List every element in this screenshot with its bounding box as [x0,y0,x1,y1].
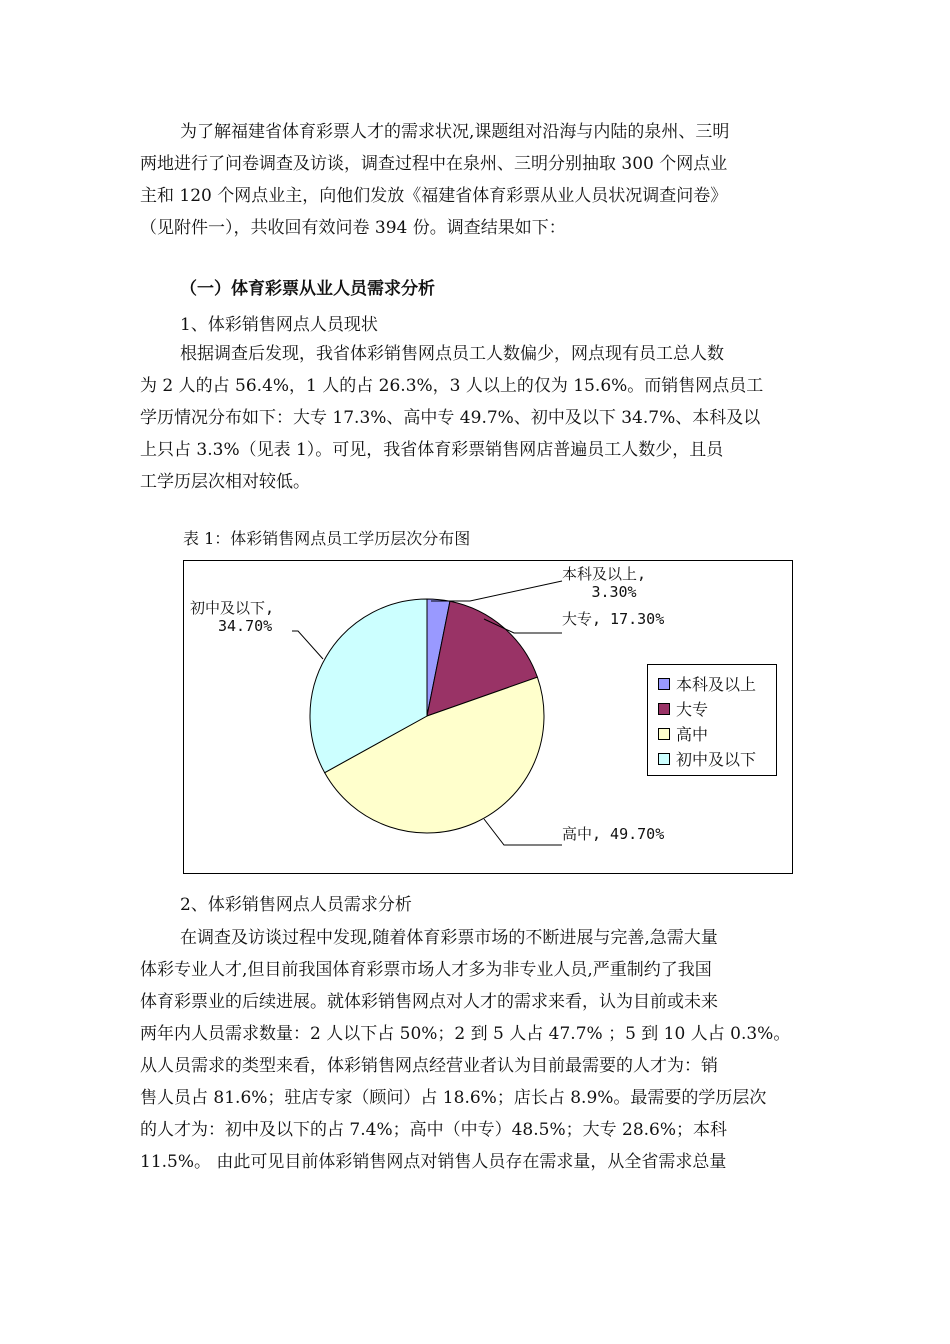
leader-line-highschool [484,819,562,845]
data-label-line: 3.30% [591,583,637,601]
leader-line-bachelor [431,581,562,601]
leader-line-junior [292,631,323,659]
section-heading: （一）体育彩票从业人员需求分析 [180,279,435,299]
intro-line: （见附件一），共收回有效问卷 394 份。调查结果如下： [140,218,566,238]
legend-item [658,696,770,721]
data-label-line: 大专, 17.30% [562,610,665,628]
status-line: 根据调查后发现，我省体彩销售网点员工人数偏少，网点现有员工总人数 [180,344,724,364]
legend-item [658,671,770,696]
demand-line: 的人才为：初中及以下的占 7.4%；高中（中专）48.5%；大专 28.6%；本科 [140,1120,728,1140]
legend-swatch [658,728,670,740]
legend-label: 高中 [676,725,709,744]
demand-line: 售人员占 81.6%；驻店专家（顾问）占 18.6%；店长占 8.9%。最需要的学历层次 [140,1088,767,1108]
intro-line: 两地进行了问卷调查及访谈，调查过程中在泉州、三明分别抽取 300 个网点业 [140,154,728,174]
status-paragraph [140,338,812,498]
table-caption: 表 1：体彩销售网点员工学历层次分布图 [183,529,471,548]
demand-paragraph [140,922,812,1178]
legend-label: 初中及以下 [676,750,757,769]
intro-paragraph [140,116,812,244]
status-line: 学历情况分布如下：大专 17.3%、高中专 49.7%、初中及以下 34.7%、本科及以 [140,408,761,428]
legend-swatch [658,678,670,690]
demand-line: 从人员需求的类型来看，体彩销售网点经营业者认为目前最需要的人才为：销 [140,1056,718,1076]
data-label-highschool [562,825,664,843]
intro-line: 为了解福建省体育彩票人才的需求状况,课题组对沿海与内陆的泉州、三明 [180,122,730,142]
demand-line: 11.5%。 由此可见目前体彩销售网点对销售人员存在需求量，从全省需求总量 [140,1152,727,1172]
data-label-line: 初中及以下, [190,599,275,617]
demand-line: 体彩专业人才,但目前我国体育彩票市场人才多为非专业人员,严重制约了我国 [140,960,712,980]
intro-line: 主和 120 个网点业主，向他们发放《福建省体育彩票从业人员状况调查问卷》 [140,186,728,206]
data-label-line: 34.70% [218,617,273,635]
subsection-title-2: 2、体彩销售网点人员需求分析 [180,895,412,915]
legend-item [658,721,770,746]
status-line: 为 2 人的占 56.4%，1 人的占 26.3%，3 人以上的仅为 15.6%。而销售网点员工 [140,376,764,396]
status-line: 工学历层次相对较低。 [140,472,310,492]
legend-label: 本科及以上 [676,675,757,694]
data-label-line: 本科及以上, [562,565,647,583]
demand-line: 在调查及访谈过程中发现,随着体育彩票市场的不断进展与完善,急需大量 [180,928,718,948]
chart-legend [647,664,777,776]
demand-line: 两年内人员需求数量：2 人以下占 50%；2 到 5 人占 47.7% ；5 到 10 人占 0.3%。 [140,1024,791,1044]
data-label-bachelor [562,565,646,601]
legend-swatch [658,703,670,715]
legend-swatch [658,753,670,765]
legend-item [658,746,770,771]
status-line: 上只占 3.3%（见表 1）。可见，我省体育彩票销售网店普遍员工人数少，且员 [140,440,724,460]
legend-label: 大专 [676,700,709,719]
data-label-line: 高中, 49.70% [562,825,665,843]
subsection-title-1: 1、体彩销售网点人员现状 [180,315,378,335]
demand-line: 体育彩票业的后续进展。就体彩销售网点对人才的需求来看，认为目前或未来 [140,992,718,1012]
data-label-college [562,610,664,628]
data-label-junior [190,599,274,635]
pie-chart [183,560,793,874]
